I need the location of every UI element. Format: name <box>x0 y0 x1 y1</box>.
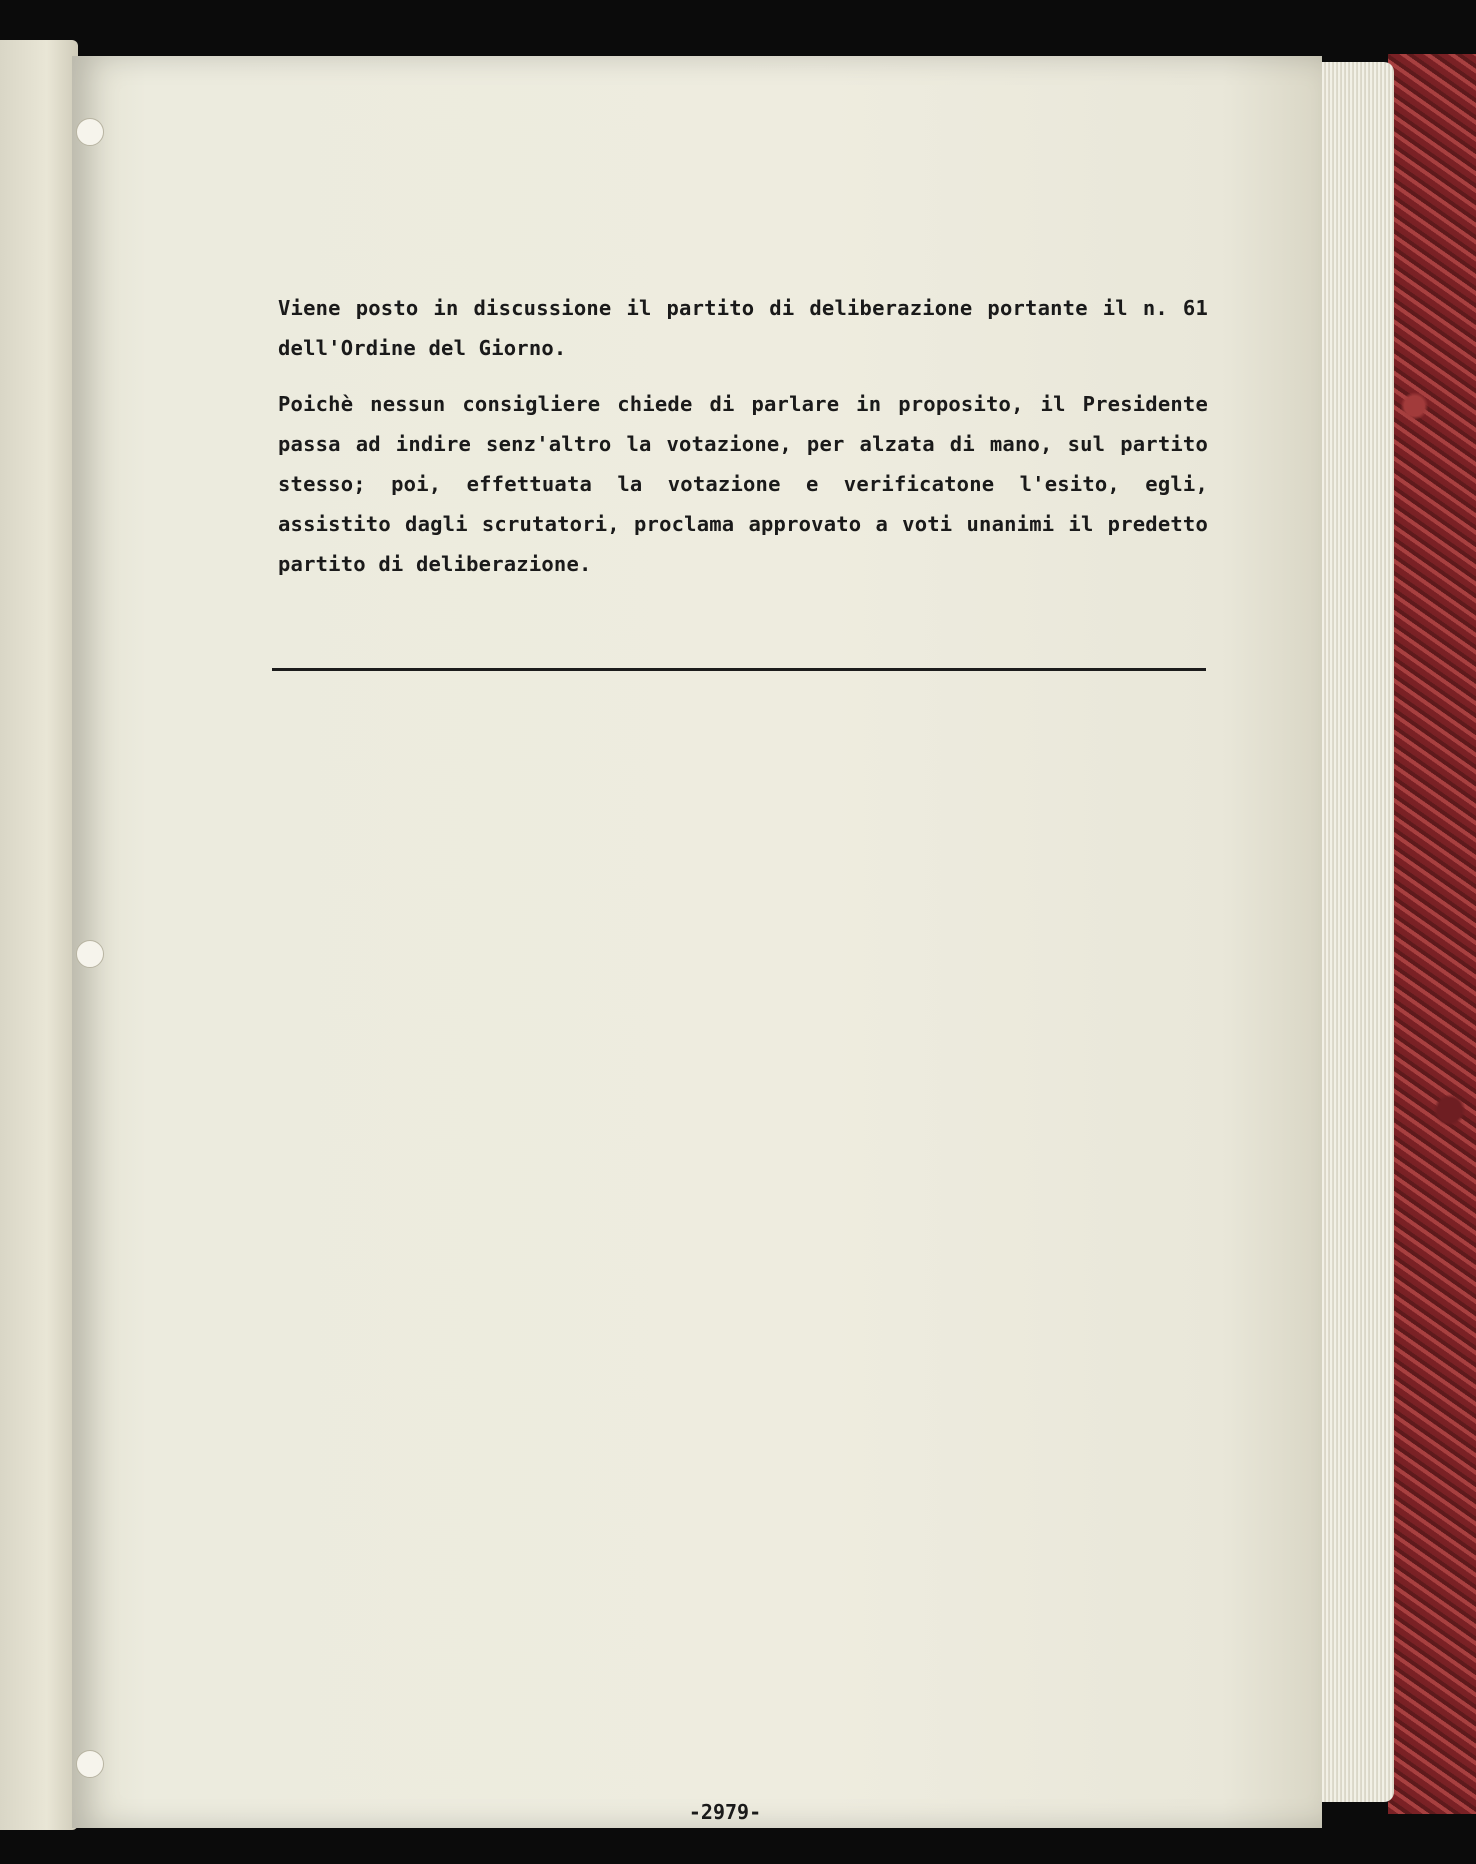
binding-ring <box>76 940 104 968</box>
left-facing-page-edge <box>0 40 78 1830</box>
paragraph-discussion: Viene posto in discussione il partito di deliberazione portante il n. 61 dell'Ordine del Giorno. <box>278 296 1208 360</box>
binding-ring <box>76 1750 104 1778</box>
paragraph-vote-result: Poichè nessun consigliere chiede di parlare in proposito, il Presidente passa ad indire senz'altro la votazione, per alzata di mano, sul partito stesso; poi, effettuata la votazione e verificatone l'esito, egli, assistito dagli scrutatori, proclama approvato a voti unanimi il predetto partito di deliberazione. <box>278 392 1208 576</box>
page-number: -2979- <box>688 1800 762 1824</box>
binding-ring <box>76 118 104 146</box>
horizontal-rule <box>272 668 1206 671</box>
book-cover-marbled <box>1388 54 1476 1814</box>
